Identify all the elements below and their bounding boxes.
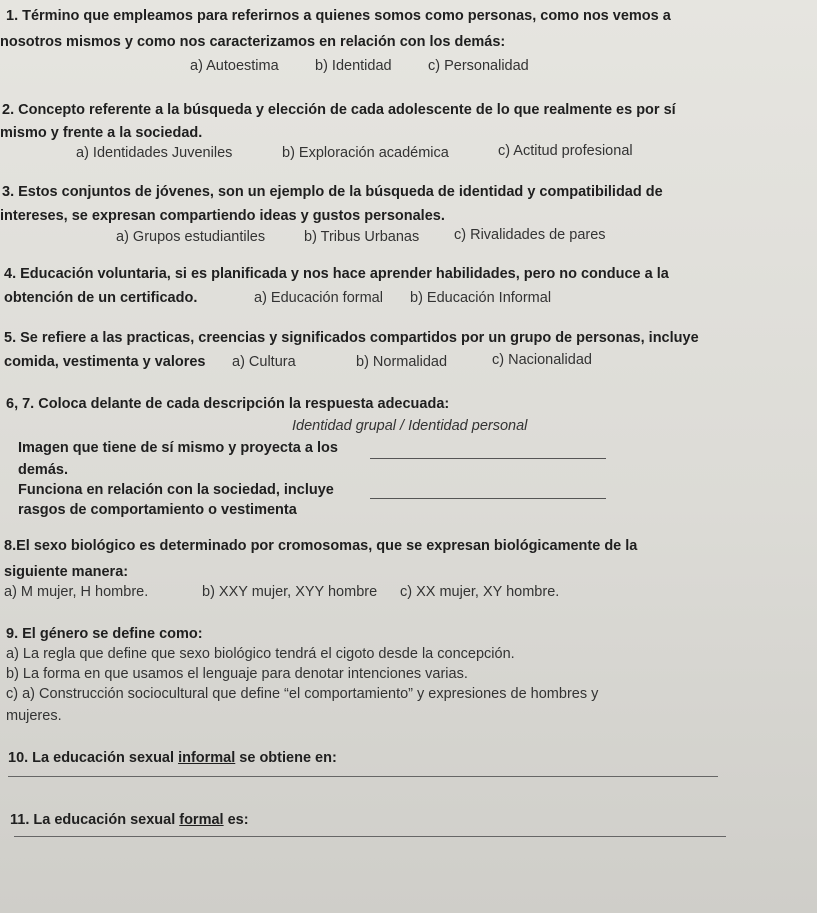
q67-choices: Identidad grupal / Identidad personal <box>292 418 528 434</box>
q4-option-a: a) Educación formal <box>254 290 383 306</box>
q3-stem-line1: 3. Estos conjuntos de jóvenes, son un ejemplo de la búsqueda de identidad y compatibilidad de <box>2 184 663 200</box>
q4-option-b: b) Educación Informal <box>410 290 552 306</box>
q67-item2-answer-blank[interactable] <box>370 498 606 499</box>
q5-option-a: a) Cultura <box>232 354 296 370</box>
q67-item1-answer-blank[interactable] <box>370 458 606 459</box>
q9-stem: 9. El género se define como: <box>6 626 203 642</box>
q3-option-b: b) Tribus Urbanas <box>304 229 420 245</box>
q67-item1-line2: demás. <box>18 462 68 478</box>
q2-stem-line1: 2. Concepto referente a la búsqueda y elección de cada adolescente de lo que realmente es por sí <box>2 102 676 118</box>
q1-stem-line1: 1. Término que empleamos para referirnos a quienes somos como personas, como nos vemos a <box>6 8 671 24</box>
q2-stem-line2: mismo y frente a la sociedad. <box>0 125 203 141</box>
q67-stem: 6, 7. Coloca delante de cada descripción la respuesta adecuada: <box>6 396 450 412</box>
q2-option-c: c) Actitud profesional <box>498 143 633 159</box>
q11-underlined-word: formal <box>179 812 224 828</box>
q10-stem <box>8 750 337 766</box>
q2-option-a: a) Identidades Juveniles <box>76 145 233 161</box>
q11-answer-blank[interactable] <box>14 836 726 837</box>
q11-stem <box>10 812 249 828</box>
q11-prefix: 11. La educación sexual <box>10 812 180 828</box>
q8-option-c: c) XX mujer, XY hombre. <box>400 584 560 600</box>
q1-stem-line2: nosotros mismos y como nos caracterizamos en relación con los demás: <box>0 34 506 50</box>
q4-stem-line1: 4. Educación voluntaria, si es planificada y nos hace aprender habilidades, pero no conduce a la <box>4 266 669 282</box>
q3-option-a: a) Grupos estudiantiles <box>116 229 266 245</box>
q10-answer-blank[interactable] <box>8 776 718 777</box>
q3-stem-line2: intereses, se expresan compartiendo ideas y gustos personales. <box>0 208 445 224</box>
q8-option-b: b) XXY mujer, XYY hombre <box>202 584 378 600</box>
q10-suffix: se obtiene en: <box>235 750 337 766</box>
q3-option-c: c) Rivalidades de pares <box>454 227 606 243</box>
q10-prefix: 10. La educación sexual <box>8 750 179 766</box>
q1-option-c: c) Personalidad <box>428 58 529 74</box>
q5-stem-line2: comida, vestimenta y valores <box>4 354 206 370</box>
q5-stem-line1: 5. Se refiere a las practicas, creencias y significados compartidos por un grupo de personas, incluye <box>4 330 699 346</box>
q9-option-a: a) La regla que define que sexo biológico tendrá el cigoto desde la concepción. <box>6 646 515 662</box>
q9-option-b: b) La forma en que usamos el lenguaje para denotar intenciones varias. <box>6 666 468 682</box>
q2-option-b: b) Exploración académica <box>282 145 449 161</box>
q8-stem-line1: 8.El sexo biológico es determinado por cromosomas, que se expresan biológicamente de la <box>4 538 638 554</box>
q9-option-c-line2: mujeres. <box>6 708 62 724</box>
q67-item2-line2: rasgos de comportamiento o vestimenta <box>18 502 297 518</box>
q5-option-c: c) Nacionalidad <box>492 352 592 368</box>
q11-suffix: es: <box>223 812 249 828</box>
q67-item2-line1: Funciona en relación con la sociedad, incluye <box>18 482 334 498</box>
q9-option-c-line1: c) a) Construcción sociocultural que define “el comportamiento” y expresiones de hombres y <box>6 686 599 702</box>
q8-stem-line2: siguiente manera: <box>4 564 129 580</box>
q4-stem-line2: obtención de un certificado. <box>4 290 198 306</box>
q5-option-b: b) Normalidad <box>356 354 448 370</box>
q10-underlined-word: informal <box>178 750 236 766</box>
q67-item1-line1: Imagen que tiene de sí mismo y proyecta a los <box>18 440 338 456</box>
q1-option-a: a) Autoestima <box>190 58 279 74</box>
q8-option-a: a) M mujer, H hombre. <box>4 584 149 600</box>
q1-option-b: b) Identidad <box>315 58 392 74</box>
